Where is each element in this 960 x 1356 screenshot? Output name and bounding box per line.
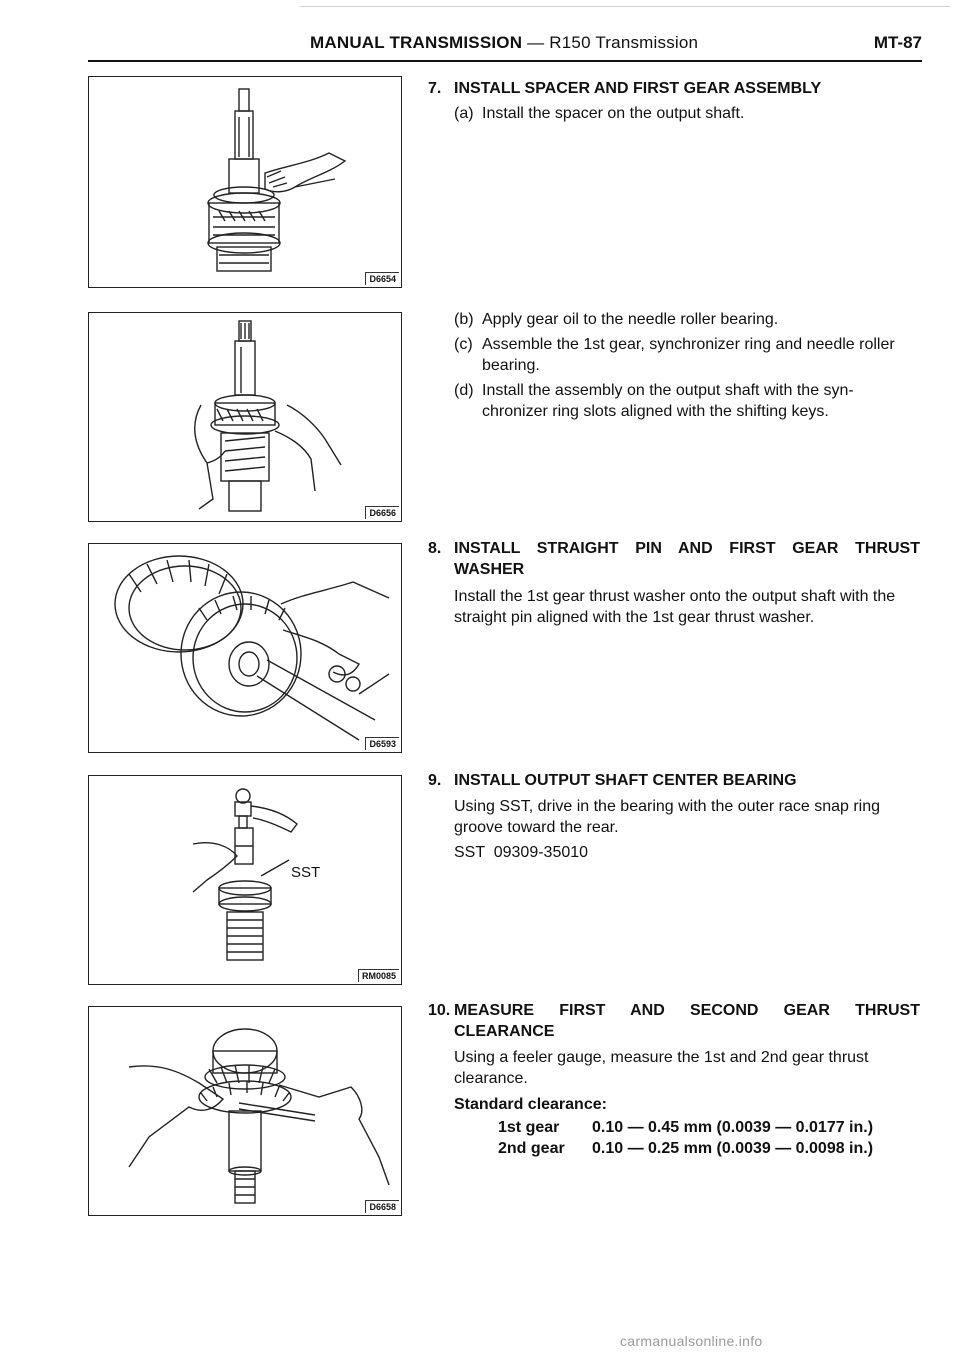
figure-code: D6593	[365, 737, 399, 750]
figure-spacer-install	[88, 76, 402, 288]
figure-code: RM0085	[358, 969, 399, 982]
spec-gear: 1st gear	[498, 1119, 560, 1136]
header-title: MANUAL TRANSMISSION	[310, 33, 523, 52]
figure-center-bearing-drawing	[89, 776, 401, 984]
step-7c	[454, 334, 922, 378]
watermark: carmanualsonline.info	[620, 1333, 763, 1349]
header-subtitle: R150 Transmission	[549, 33, 699, 52]
step-10-body: Using a feeler gauge, measure the 1st and 2nd gear thrust clearance.	[454, 1049, 869, 1087]
spec-gear: 2nd gear	[498, 1140, 565, 1157]
figure-first-gear-drawing	[89, 313, 401, 521]
figure-thrust-washer-drawing	[89, 544, 401, 752]
header-dash: —	[527, 33, 545, 52]
figure-code: D6656	[365, 506, 399, 519]
figure-thrust-washer	[88, 543, 402, 753]
spec-value: 0.10 — 0.25 mm (0.0039 — 0.0098 in.)	[592, 1140, 874, 1157]
step-title: INSTALL SPACER AND FIRST GEAR ASSEMBLY	[454, 80, 822, 97]
spec-row-2nd	[498, 1138, 873, 1159]
header-title-group	[310, 33, 698, 53]
figure-center-bearing	[88, 775, 402, 985]
figure-first-gear-install	[88, 312, 402, 522]
header-rule	[88, 60, 922, 62]
spec-row-1st	[498, 1117, 873, 1138]
page-header	[300, 33, 922, 59]
substep-label: (a)	[454, 105, 474, 122]
figure-code: D6654	[365, 272, 399, 285]
top-edge-rule	[300, 6, 950, 7]
step-number: 9.	[428, 772, 442, 789]
substep-text: Install the spacer on the output shaft.	[482, 105, 745, 122]
step-number: 8.	[428, 540, 442, 557]
step-9-body: Using SST, drive in the bearing with the outer race snap ring groove toward the rear.	[454, 798, 881, 836]
spec-value: 0.10 — 0.45 mm (0.0039 — 0.0177 in.)	[592, 1119, 874, 1136]
substep-label: (c)	[454, 336, 473, 353]
substep-label: (d)	[454, 382, 474, 399]
step-7b	[454, 309, 922, 331]
substep-text: Assemble the 1st gear, synchronizer ring and needle roller bearing.	[482, 336, 895, 374]
page-number: MT-87	[873, 33, 922, 52]
step-number: 7.	[428, 80, 442, 97]
step-title: INSTALL OUTPUT SHAFT CENTER BEARING	[454, 772, 797, 789]
step-7-heading	[428, 78, 922, 100]
step-10-heading	[428, 1000, 922, 1044]
step-7d	[454, 380, 922, 424]
step-9-heading	[428, 770, 922, 792]
figure-feeler-gauge	[88, 1006, 402, 1216]
figure-code: D6658	[365, 1200, 399, 1213]
step-8-heading	[428, 538, 922, 582]
figure-feeler-gauge-drawing	[89, 1007, 401, 1215]
spec-label: Standard clearance:	[454, 1096, 607, 1113]
substep-text: Apply gear oil to the needle roller bearing.	[482, 311, 779, 328]
step-7a	[454, 103, 922, 125]
step-title: MEASURE FIRST AND SECOND GEAR THRUST CLEARANCE	[454, 1002, 920, 1040]
step-number: 10.	[428, 1002, 451, 1019]
step-9-sst: SST 09309-35010	[454, 844, 589, 861]
figure-spacer-drawing	[89, 77, 401, 287]
substep-text: Install the assembly on the output shaft with the syn- chronizer ring slots aligned with the shifting keys.	[482, 382, 854, 420]
step-8-body: Install the 1st gear thrust washer onto the output shaft with the straight pin aligned with the 1st gear thrust washer.	[454, 588, 896, 626]
sst-callout: SST	[291, 864, 321, 881]
step-title: INSTALL STRAIGHT PIN AND FIRST GEAR THRUST WASHER	[454, 540, 920, 578]
substep-label: (b)	[454, 311, 474, 328]
